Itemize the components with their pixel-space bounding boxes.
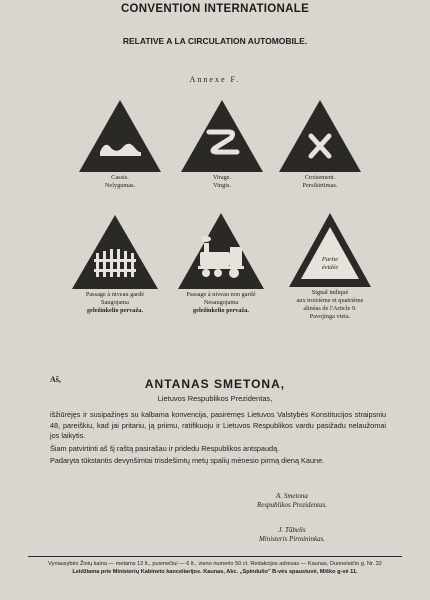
sign-caption-fr3: alinéas de l'Article 9. <box>303 305 357 312</box>
signature-prime-minister <box>222 526 362 544</box>
sign-caption-fr: Cassis. <box>111 174 129 181</box>
document-subtitle: RELATIVE A LA CIRCULATION AUTOMOBILE. <box>122 36 308 46</box>
sign-text-line1: Partie <box>321 256 339 263</box>
footer-line-2: Leidžiama prie Ministerių Kabineto kanceliarijos. Kaunas, Akc. „Spindulio" B-vės spaustuvė, Miško g-vė 11. <box>72 569 358 575</box>
sign-caption-lt: Nelygumas. <box>104 182 136 189</box>
locomotive-icon <box>176 211 266 291</box>
bumpy-road-icon <box>77 98 163 174</box>
sign-crossroads <box>265 98 375 190</box>
signature-name: J. Tūbelis <box>278 526 306 534</box>
proclamation-body <box>50 410 386 469</box>
sign-caption-lt: Pavojinga vieta. <box>309 313 351 320</box>
gated-crossing-icon <box>70 213 160 291</box>
sign-caption-lt: Persikirtimas. <box>302 182 338 189</box>
annex-label: Annexe F. <box>189 75 241 84</box>
footer <box>20 560 410 576</box>
sign-unguarded-crossing <box>166 211 276 315</box>
sign-caption-fr: Passage à niveau gardé <box>85 291 145 298</box>
sign-gated-crossing <box>60 213 170 315</box>
sign-warning-panel <box>275 211 385 321</box>
paragraph: Šiam patvirtinti aš šį raštą pasirašau ir pridedu Respublikos antspaudą. <box>50 443 280 453</box>
sign-caption-lt2: geležinkelio pervaža. <box>87 307 143 314</box>
sign-caption-fr: Signal indiqué <box>311 289 349 296</box>
crossroads-icon <box>277 98 363 174</box>
signature-role: Ministeris Pirmininkas. <box>258 535 326 543</box>
sign-caption-fr2: aux troisième et quatrième <box>296 297 364 304</box>
sign-bumpy-road <box>65 98 175 190</box>
sign-caption-lt: Saugojama <box>101 299 129 306</box>
warning-panel-icon <box>287 211 373 289</box>
sign-text-line2: évidée <box>321 264 339 271</box>
footer-line-1: Vyriausybės Žinių kaina — metams 12 lt., pusmečiui — 6 lt., vieno numerio 50 ct. Redakcijos adresas — Kaunas, Duonelaičio g. Nr. 32 <box>48 561 382 567</box>
footer-divider <box>28 556 402 557</box>
sign-bend <box>167 98 277 190</box>
signature-name: A. Smetona <box>276 492 308 500</box>
sign-caption-lt2: geležinkelio pervaža. <box>193 307 249 314</box>
president-title: Lietuvos Respublikos Prezidentas, <box>157 394 273 403</box>
president-name: ANTANAS SMETONA, <box>144 377 286 391</box>
signature-president <box>222 492 362 510</box>
paragraph: išžiūrėjęs ir susipažinęs su kalbama konvencija, pasirėmęs Lietuvos Valstybės Konstitucijos straipsniu 48, pareiškiu, kad jai pritariu, ją priimu, ratifikuoju ir Lietuvos Respublikos vardu pasižadu nelaužomai jos laikytis. <box>50 410 386 440</box>
paragraph: Padaryta tūkstantis devynšimtai trisdešimtų metų spalių mėnesio pirmą dieną Kaune. <box>50 456 325 465</box>
sign-caption-fr: Virage. <box>212 174 232 181</box>
signature-role: Respublikos Prezidentas. <box>256 501 328 509</box>
document-title: CONVENTION INTERNATIONALE <box>120 3 310 15</box>
sign-caption-fr: Passage à niveau non gardé <box>186 291 256 298</box>
sign-caption-fr: Croisement. <box>304 174 336 181</box>
proclamation-opening: Aš, <box>50 375 61 384</box>
bend-icon <box>179 98 265 174</box>
sign-caption-lt: Vingis. <box>213 182 231 189</box>
sign-caption-lt: Nesaugojama <box>203 299 239 306</box>
